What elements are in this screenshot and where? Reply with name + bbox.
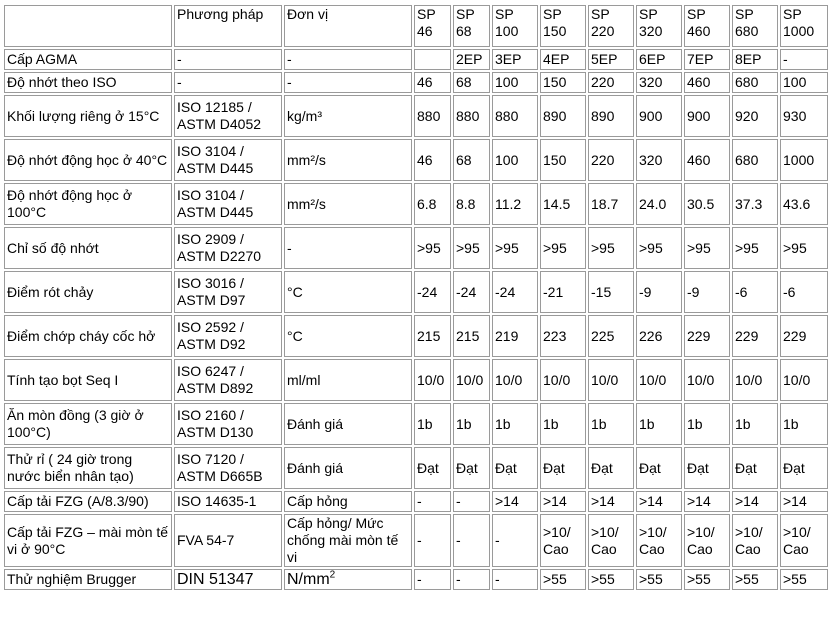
method-cell: - <box>174 49 282 70</box>
value-cell: Đạt <box>780 447 828 489</box>
method-cell: ISO 2909 / ASTM D2270 <box>174 227 282 269</box>
unit-superscript: 2 <box>329 569 336 581</box>
value-cell: -6 <box>732 271 778 313</box>
value-cell: - <box>780 49 828 70</box>
value-cell: -24 <box>414 271 451 313</box>
value-cell: 1b <box>588 403 634 445</box>
property-cell: Điểm rót chảy <box>4 271 172 313</box>
value-cell: - <box>453 514 490 567</box>
value-cell: >10/ Cao <box>540 514 586 567</box>
value-cell: -15 <box>588 271 634 313</box>
value-cell: 8.8 <box>453 183 490 225</box>
value-cell: 30.5 <box>684 183 730 225</box>
unit-cell: Cấp hỏng/ Mức chống mài mòn tế vi <box>284 514 412 567</box>
value-cell: >14 <box>492 491 538 512</box>
value-cell: >14 <box>588 491 634 512</box>
value-cell: 10/0 <box>588 359 634 401</box>
value-cell: 10/0 <box>540 359 586 401</box>
value-cell: 880 <box>453 95 490 137</box>
header-grade: SP 320 <box>636 5 682 47</box>
value-cell: 11.2 <box>492 183 538 225</box>
specification-table <box>2 3 830 592</box>
value-cell: -24 <box>453 271 490 313</box>
value-cell: 320 <box>636 139 682 181</box>
value-cell <box>414 49 451 70</box>
value-cell: >95 <box>780 227 828 269</box>
value-cell: 1b <box>540 403 586 445</box>
value-cell: 68 <box>453 139 490 181</box>
header-method: Phương pháp <box>174 5 282 47</box>
value-cell: - <box>453 569 490 590</box>
value-cell: >14 <box>780 491 828 512</box>
value-cell: 229 <box>684 315 730 357</box>
method-cell: ISO 7120 / ASTM D665B <box>174 447 282 489</box>
value-cell: >10/ Cao <box>636 514 682 567</box>
value-cell: - <box>492 569 538 590</box>
value-cell: 225 <box>588 315 634 357</box>
value-cell: Đạt <box>732 447 778 489</box>
value-cell: 680 <box>732 72 778 93</box>
value-cell: >14 <box>732 491 778 512</box>
value-cell: >95 <box>540 227 586 269</box>
value-cell: 8EP <box>732 49 778 70</box>
value-cell: 18.7 <box>588 183 634 225</box>
unit-cell: °C <box>284 271 412 313</box>
unit-text: N/mm <box>287 571 330 588</box>
property-cell: Cấp AGMA <box>4 49 172 70</box>
table-row <box>4 315 828 357</box>
value-cell: 220 <box>588 72 634 93</box>
value-cell: 215 <box>453 315 490 357</box>
unit-cell: Cấp hỏng <box>284 491 412 512</box>
header-unit: Đơn vị <box>284 5 412 47</box>
value-cell: 460 <box>684 72 730 93</box>
header-grade: SP 680 <box>732 5 778 47</box>
property-cell: Độ nhớt theo ISO <box>4 72 172 93</box>
method-cell: ISO 12185 / ASTM D4052 <box>174 95 282 137</box>
value-cell: 150 <box>540 139 586 181</box>
value-cell: 1b <box>636 403 682 445</box>
value-cell: 24.0 <box>636 183 682 225</box>
value-cell: >10/ Cao <box>588 514 634 567</box>
value-cell: 6.8 <box>414 183 451 225</box>
header-grade: SP 46 <box>414 5 451 47</box>
value-cell: 229 <box>732 315 778 357</box>
value-cell: Đạt <box>636 447 682 489</box>
value-cell: >95 <box>414 227 451 269</box>
value-cell: Đạt <box>540 447 586 489</box>
property-cell: Thử nghiệm Brugger <box>4 569 172 590</box>
value-cell: 5EP <box>588 49 634 70</box>
value-cell: 930 <box>780 95 828 137</box>
header-row <box>4 5 828 47</box>
header-blank-cell <box>4 5 172 47</box>
unit-cell: - <box>284 72 412 93</box>
value-cell: Đạt <box>684 447 730 489</box>
value-cell: 890 <box>540 95 586 137</box>
unit-cell: ml/ml <box>284 359 412 401</box>
value-cell: -6 <box>780 271 828 313</box>
unit-cell: - <box>284 49 412 70</box>
method-cell: ISO 3016 / ASTM D97 <box>174 271 282 313</box>
value-cell: >55 <box>588 569 634 590</box>
value-cell: >95 <box>732 227 778 269</box>
value-cell: 890 <box>588 95 634 137</box>
table-row <box>4 447 828 489</box>
value-cell: -24 <box>492 271 538 313</box>
table-row <box>4 271 828 313</box>
value-cell: 1b <box>732 403 778 445</box>
value-cell: 220 <box>588 139 634 181</box>
header-grade: SP 460 <box>684 5 730 47</box>
method-cell: ISO 3104 / ASTM D445 <box>174 183 282 225</box>
value-cell: >14 <box>540 491 586 512</box>
value-cell: 1b <box>780 403 828 445</box>
table-row <box>4 403 828 445</box>
property-cell: Độ nhớt động học ở 40°C <box>4 139 172 181</box>
value-cell: 4EP <box>540 49 586 70</box>
unit-cell: mm²/s <box>284 183 412 225</box>
property-cell: Điểm chớp cháy cốc hở <box>4 315 172 357</box>
value-cell: >14 <box>684 491 730 512</box>
method-cell: ISO 3104 / ASTM D445 <box>174 139 282 181</box>
value-cell: 680 <box>732 139 778 181</box>
value-cell: 223 <box>540 315 586 357</box>
header-grade: SP 68 <box>453 5 490 47</box>
value-cell: - <box>414 491 451 512</box>
value-cell: 215 <box>414 315 451 357</box>
value-cell: 1b <box>414 403 451 445</box>
table-row <box>4 514 828 567</box>
value-cell: - <box>453 491 490 512</box>
value-cell: >10/ Cao <box>780 514 828 567</box>
value-cell: >10/ Cao <box>684 514 730 567</box>
value-cell: 10/0 <box>492 359 538 401</box>
value-cell: 100 <box>492 139 538 181</box>
value-cell: >95 <box>453 227 490 269</box>
property-cell: Độ nhớt động học ở 100°C <box>4 183 172 225</box>
value-cell: 10/0 <box>780 359 828 401</box>
value-cell: 100 <box>492 72 538 93</box>
value-cell: 10/0 <box>732 359 778 401</box>
table-row <box>4 359 828 401</box>
header-grade: SP 220 <box>588 5 634 47</box>
value-cell: >95 <box>492 227 538 269</box>
value-cell: 1b <box>684 403 730 445</box>
value-cell: 1b <box>492 403 538 445</box>
table-row <box>4 49 828 70</box>
value-cell: 1000 <box>780 139 828 181</box>
property-cell: Thử rỉ ( 24 giờ trong nước biển nhân tạo) <box>4 447 172 489</box>
value-cell: - <box>414 514 451 567</box>
header-grade: SP 100 <box>492 5 538 47</box>
property-cell: Tính tạo bọt Seq I <box>4 359 172 401</box>
method-cell: ISO 2160 / ASTM D130 <box>174 403 282 445</box>
property-cell: Cấp tải FZG – mài mòn tế vi ở 90°C <box>4 514 172 567</box>
value-cell: Đạt <box>492 447 538 489</box>
value-cell: Đạt <box>588 447 634 489</box>
property-cell: Cấp tải FZG (A/8.3/90) <box>4 491 172 512</box>
value-cell: 150 <box>540 72 586 93</box>
value-cell: >10/ Cao <box>732 514 778 567</box>
method-cell: ISO 2592 / ASTM D92 <box>174 315 282 357</box>
value-cell: 226 <box>636 315 682 357</box>
unit-cell: - <box>284 227 412 269</box>
value-cell: 229 <box>780 315 828 357</box>
unit-cell: mm²/s <box>284 139 412 181</box>
value-cell: -21 <box>540 271 586 313</box>
value-cell: 3EP <box>492 49 538 70</box>
method-cell: - <box>174 72 282 93</box>
value-cell: >95 <box>588 227 634 269</box>
value-cell: 900 <box>636 95 682 137</box>
property-cell: Ăn mòn đồng (3 giờ ở 100°C) <box>4 403 172 445</box>
unit-cell: °C <box>284 315 412 357</box>
table-row <box>4 183 828 225</box>
value-cell: 43.6 <box>780 183 828 225</box>
value-cell: 46 <box>414 72 451 93</box>
method-cell: ISO 14635-1 <box>174 491 282 512</box>
value-cell: - <box>414 569 451 590</box>
value-cell: >55 <box>540 569 586 590</box>
table-row <box>4 227 828 269</box>
value-cell: Đạt <box>453 447 490 489</box>
value-cell: 7EP <box>684 49 730 70</box>
unit-cell: Đánh giá <box>284 447 412 489</box>
value-cell: 37.3 <box>732 183 778 225</box>
method-cell: FVA 54-7 <box>174 514 282 567</box>
value-cell: 900 <box>684 95 730 137</box>
table-row <box>4 139 828 181</box>
header-grade: SP 1000 <box>780 5 828 47</box>
value-cell: 10/0 <box>636 359 682 401</box>
value-cell: Đạt <box>414 447 451 489</box>
value-cell: - <box>492 514 538 567</box>
value-cell: >55 <box>732 569 778 590</box>
value-cell: 10/0 <box>684 359 730 401</box>
value-cell: -9 <box>636 271 682 313</box>
value-cell: 320 <box>636 72 682 93</box>
method-cell: DIN 51347 <box>174 569 282 590</box>
value-cell: >55 <box>684 569 730 590</box>
property-cell: Khối lượng riêng ở 15°C <box>4 95 172 137</box>
value-cell: >14 <box>636 491 682 512</box>
value-cell: -9 <box>684 271 730 313</box>
value-cell: 14.5 <box>540 183 586 225</box>
method-cell: ISO 6247 / ASTM D892 <box>174 359 282 401</box>
table-row <box>4 491 828 512</box>
unit-cell <box>284 569 412 590</box>
value-cell: >55 <box>636 569 682 590</box>
value-cell: 46 <box>414 139 451 181</box>
table-row <box>4 569 828 590</box>
value-cell: >95 <box>684 227 730 269</box>
value-cell: 10/0 <box>453 359 490 401</box>
value-cell: 10/0 <box>414 359 451 401</box>
table-row <box>4 95 828 137</box>
value-cell: 880 <box>492 95 538 137</box>
value-cell: >55 <box>780 569 828 590</box>
value-cell: 100 <box>780 72 828 93</box>
header-grade: SP 150 <box>540 5 586 47</box>
value-cell: 68 <box>453 72 490 93</box>
value-cell: >95 <box>636 227 682 269</box>
value-cell: 920 <box>732 95 778 137</box>
value-cell: 219 <box>492 315 538 357</box>
unit-cell: kg/m³ <box>284 95 412 137</box>
unit-cell: Đánh giá <box>284 403 412 445</box>
value-cell: 6EP <box>636 49 682 70</box>
value-cell: 2EP <box>453 49 490 70</box>
value-cell: 1b <box>453 403 490 445</box>
table-row <box>4 72 828 93</box>
value-cell: 880 <box>414 95 451 137</box>
property-cell: Chỉ số độ nhớt <box>4 227 172 269</box>
value-cell: 460 <box>684 139 730 181</box>
